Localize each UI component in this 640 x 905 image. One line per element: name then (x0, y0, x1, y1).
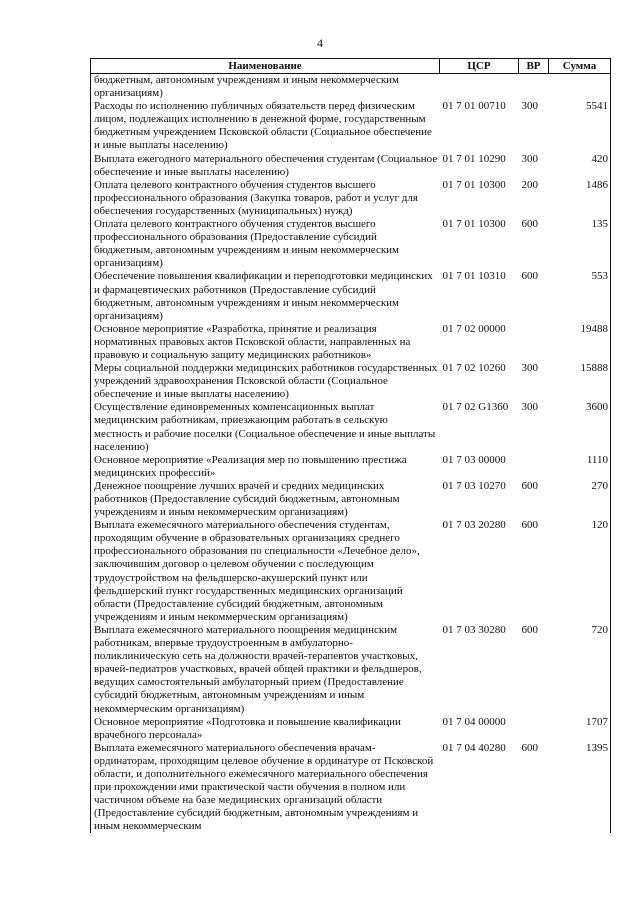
row-vr-code (519, 454, 549, 480)
row-sum: 120 (549, 519, 611, 624)
row-sum: 270 (549, 480, 611, 519)
table-row (91, 742, 611, 834)
row-sum: 720 (549, 624, 611, 716)
budget-table (90, 58, 611, 833)
table-row (91, 716, 611, 742)
row-csr-code (440, 74, 519, 101)
row-name: Оплата целевого контрактного обучения студентов высшего профессионального образования (Предоставление субсидий бюджетным, автономным учреждениям и иным некоммерческим организациям) (91, 218, 440, 270)
row-csr-code: 01 7 04 00000 (442, 715, 506, 728)
table-row (91, 74, 611, 101)
row-sum (549, 74, 611, 101)
row-csr-code: 01 7 01 10300 (442, 178, 506, 191)
header-csr: ЦСР (440, 59, 519, 74)
row-sum: 15888 (549, 362, 611, 401)
row-vr-code: 600 (521, 479, 538, 492)
header-name: Наименование (91, 59, 440, 74)
table-row (91, 362, 611, 401)
table-row (91, 519, 611, 624)
row-vr-code: 300 (521, 100, 538, 113)
row-name: Основное мероприятие «Подготовка и повышение квалификации врачебного персонала» (91, 716, 440, 742)
row-name: Выплата ежемесячного материального поощрения медицинским работникам, впервые трудоустроенным в амбулаторно-поликлиническую сеть на должности врачей-терапевтов участковых, врачей-педиатров участковых, врачей общей практики и фельдшеров, ведущих самостоятельный амбулаторный прием (Предоставление субсидий бюджетным, автономным учреждениям и иным некоммерческим организациям) (91, 624, 440, 716)
row-sum: 19488 (549, 323, 611, 362)
table-body (91, 74, 611, 834)
table-row (91, 218, 611, 270)
row-name: Выплата ежемесячного материального обеспечения студентам, проходящим обучение в образовательных организациях среднего профессионального образования по специальности «Лечебное дело», заключившим договор о целевом обучении с последующим трудоустройством на фельдшерско-акушерский пункт или фельдшерский пункт государственных медицинских организаций области (Предоставление субсидий бюджетным, автономным учреждениям и иным некоммерческим организациям) (91, 519, 440, 624)
row-csr-code: 01 7 02 00000 (442, 322, 506, 335)
row-sum: 135 (549, 218, 611, 270)
row-sum: 1110 (549, 454, 611, 480)
row-csr-code: 01 7 04 40280 (442, 741, 506, 754)
row-csr-code: 01 7 03 00000 (442, 453, 506, 466)
row-vr-code: 600 (521, 519, 538, 532)
header-vr: ВР (519, 59, 549, 74)
row-sum: 420 (549, 153, 611, 179)
table-row (91, 153, 611, 179)
row-name: Основное мероприятие «Разработка, принятие и реализация нормативных правовых актов Псковской области, направленных на правовую и социальную защиту медицинских работников» (91, 323, 440, 362)
table-row (91, 454, 611, 480)
row-name: Обеспечение повышения квалификации и переподготовки медицинских и фармацевтических работников (Предоставление субсидий бюджетным, автономным учреждениям и иным некоммерческим организациям) (91, 270, 440, 322)
row-csr-code: 01 7 01 10300 (442, 218, 506, 231)
table-row (91, 401, 611, 453)
table-row (91, 323, 611, 362)
row-vr-code (519, 74, 549, 101)
page-number: 4 (317, 36, 323, 50)
row-vr-code: 300 (521, 362, 538, 375)
table-row (91, 480, 611, 519)
row-vr-code: 300 (521, 401, 538, 414)
row-vr-code: 200 (521, 178, 538, 191)
row-csr-code: 01 7 01 00710 (442, 100, 506, 113)
row-name: Выплата ежемесячного материального обеспечения врачам-ординаторам, проходящим целевое обучение в ординатуре от Псковской области, и дополнительного ежемесячного материального обеспечения при прохождении ими практической части обучения в полном или частичном объеме на базе медицинских организаций области (Предоставление субсидий бюджетным, автономным учреждениям и иным некоммерческим (91, 742, 440, 834)
header-sum: Сумма (549, 59, 611, 74)
row-name: Осуществление единовременных компенсационных выплат медицинским работникам, приезжающим работать в сельскую местность и рабочие поселки (Социальное обеспечение и иные выплаты населению) (91, 401, 440, 453)
row-csr-code: 01 7 01 10290 (442, 152, 506, 165)
row-vr-code: 600 (521, 623, 538, 636)
row-vr-code (519, 323, 549, 362)
row-csr-code: 01 7 01 10310 (442, 270, 506, 283)
row-name: бюджетным, автономным учреждениям и иным некоммерческим организациям) (91, 74, 440, 101)
table-row (91, 100, 611, 152)
row-csr-code: 01 7 03 10270 (442, 479, 506, 492)
row-sum: 553 (549, 270, 611, 322)
row-csr-code: 01 7 02 G1360 (442, 401, 509, 414)
row-vr-code: 300 (521, 152, 538, 165)
row-sum: 1707 (549, 716, 611, 742)
table-row (91, 179, 611, 218)
row-name: Меры социальной поддержки медицинских работников государственных учреждений здравоохранения Псковской области (Социальное обеспечение и иные выплаты населению) (91, 362, 440, 401)
table-header-row (91, 59, 611, 74)
row-csr-code: 01 7 02 10260 (442, 362, 506, 375)
row-name: Денежное поощрение лучших врачей и средних медицинских работников (Предоставление субсидий бюджетным, автономным учреждениям и иным некоммерческим организациям) (91, 480, 440, 519)
row-vr-code: 600 (521, 741, 538, 754)
row-csr-code: 01 7 03 30280 (442, 623, 506, 636)
row-csr-code: 01 7 03 20280 (442, 519, 506, 532)
table-row (91, 624, 611, 716)
table-row (91, 270, 611, 322)
row-vr-code: 600 (521, 270, 538, 283)
row-vr-code: 600 (521, 218, 538, 231)
row-sum: 1395 (549, 742, 611, 834)
row-name: Оплата целевого контрактного обучения студентов высшего профессионального образования (Закупка товаров, работ и услуг для обеспечения государственных (муниципальных) нужд) (91, 179, 440, 218)
row-sum: 3600 (549, 401, 611, 453)
row-sum: 5541 (549, 100, 611, 152)
row-vr-code (519, 716, 549, 742)
row-name: Основное мероприятие «Реализация мер по повышению престижа медицинских профессий» (91, 454, 440, 480)
row-name: Выплата ежегодного материального обеспечения студентам (Социальное обеспечение и иные выплаты населению) (91, 153, 440, 179)
row-sum: 1486 (549, 179, 611, 218)
row-name: Расходы по исполнению публичных обязательств перед физическим лицом, подлежащих исполнению в денежной форме, государственным бюджетным учреждением Псковской области (Социальное обеспечение и иные выплаты населению) (91, 100, 440, 152)
